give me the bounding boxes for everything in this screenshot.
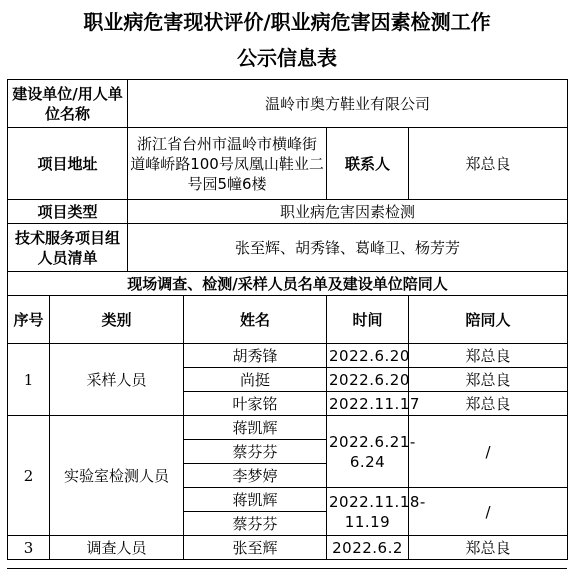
row-type bbox=[8, 200, 568, 224]
unit-value: 温岭市奥方鞋业有限公司 bbox=[128, 80, 568, 128]
unit-label: 建设单位/用人单位名称 bbox=[8, 80, 128, 128]
person-name: 蒋凯辉 bbox=[184, 416, 327, 440]
type-label: 项目类型 bbox=[8, 200, 128, 224]
group-no: 3 bbox=[8, 536, 50, 560]
info-table bbox=[7, 79, 568, 560]
address-value: 浙江省台州市温岭市横峰街道峰峤路100号凤凰山鞋业二号园5幢6楼 bbox=[128, 128, 327, 200]
type-value: 职业病危害因素检测 bbox=[128, 200, 568, 224]
companion: 郑总良 bbox=[409, 536, 568, 560]
col-header-no: 序号 bbox=[8, 296, 50, 344]
col-header-time: 时间 bbox=[327, 296, 409, 344]
companion: 郑总良 bbox=[409, 344, 568, 368]
group-category: 采样人员 bbox=[50, 344, 184, 416]
person-name: 蒋凯辉 bbox=[184, 488, 327, 512]
cropped-next-row bbox=[7, 568, 567, 574]
col-header-name: 姓名 bbox=[184, 296, 327, 344]
visit-time: 2022.6.20 bbox=[327, 344, 409, 368]
table-row bbox=[8, 344, 568, 368]
table-row bbox=[8, 416, 568, 440]
row-section-title bbox=[8, 272, 568, 296]
person-name: 叶家铭 bbox=[184, 392, 327, 416]
group-category: 调查人员 bbox=[50, 536, 184, 560]
address-label: 项目地址 bbox=[8, 128, 128, 200]
group-category: 实验室检测人员 bbox=[50, 416, 184, 536]
person-name: 尚挺 bbox=[184, 368, 327, 392]
team-value: 张至辉、胡秀锋、葛峰卫、杨芳芳 bbox=[128, 224, 568, 272]
person-name: 张至辉 bbox=[184, 536, 327, 560]
visit-time: 2022.11.18-11.19 bbox=[327, 488, 409, 536]
person-name: 李梦婷 bbox=[184, 464, 327, 488]
contact-value: 郑总良 bbox=[409, 128, 568, 200]
visit-time: 2022.6.2 bbox=[327, 536, 409, 560]
person-name: 胡秀锋 bbox=[184, 344, 327, 368]
row-unit bbox=[8, 80, 568, 128]
companion: / bbox=[409, 416, 568, 488]
header-row bbox=[8, 296, 568, 344]
row-team bbox=[8, 224, 568, 272]
col-header-category: 类别 bbox=[50, 296, 184, 344]
document-title-line1: 职业病危害现状评价/职业病危害因素检测工作 bbox=[83, 10, 491, 34]
group-no: 1 bbox=[8, 344, 50, 416]
row-address bbox=[8, 128, 568, 200]
team-label: 技术服务项目组人员清单 bbox=[8, 224, 128, 272]
contact-label: 联系人 bbox=[327, 128, 409, 200]
visit-time: 2022.6.21-6.24 bbox=[327, 416, 409, 488]
document-title-line2: 公示信息表 bbox=[237, 46, 337, 70]
companion: / bbox=[409, 488, 568, 536]
companion: 郑总良 bbox=[409, 368, 568, 392]
table-row bbox=[8, 536, 568, 560]
visit-time: 2022.6.20 bbox=[327, 368, 409, 392]
section-title: 现场调查、检测/采样人员名单及建设单位陪同人 bbox=[8, 272, 568, 296]
person-name: 蔡芬芬 bbox=[184, 512, 327, 536]
group-no: 2 bbox=[8, 416, 50, 536]
person-name: 蔡芬芬 bbox=[184, 440, 327, 464]
companion: 郑总良 bbox=[409, 392, 568, 416]
col-header-companion: 陪同人 bbox=[409, 296, 568, 344]
visit-time: 2022.11.17 bbox=[327, 392, 409, 416]
